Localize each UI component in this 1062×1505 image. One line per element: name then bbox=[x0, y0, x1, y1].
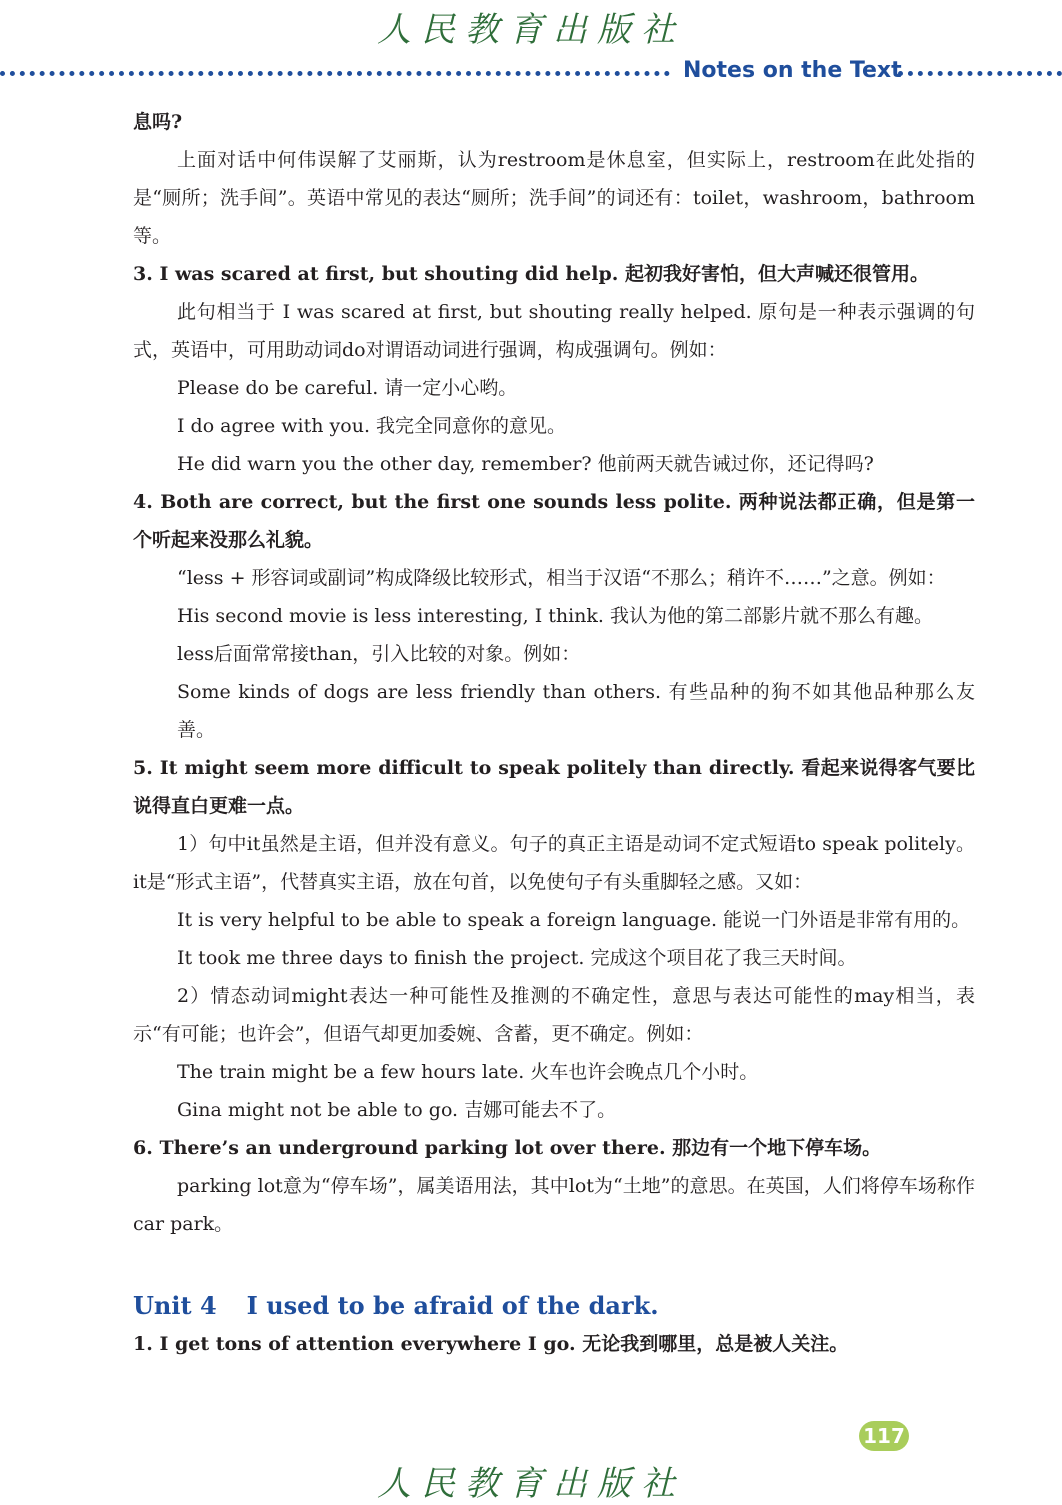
spacer bbox=[133, 1243, 975, 1287]
paragraph: parking lot意为“停车场”，属美语用法，其中lot为“土地”的意思。在英国，人们将停车场称作car park。 bbox=[133, 1175, 975, 1235]
continued-line: 息吗? bbox=[133, 111, 183, 133]
dotted-rule bbox=[0, 71, 670, 76]
example-sentence: The train might be a few hours late. 火车也许会晚点几个小时。 bbox=[177, 1061, 759, 1083]
paragraph: 此句相当于 I was scared at first, but shouting really helped. 原句是一种表示强调的句式，英语中，可用助动词do对谓语动词进行强调，构成强调句。例如： bbox=[133, 301, 975, 361]
page-body bbox=[133, 103, 975, 1363]
unit-heading bbox=[133, 1287, 975, 1325]
paragraph: “less + 形容词或副词”构成降级比较形式，相当于汉语“不那么；稍许不……”之意。例如： bbox=[177, 567, 946, 589]
paragraph: less后面常常接than，引入比较的对象。例如： bbox=[177, 643, 581, 665]
paragraph: 上面对话中何伟误解了艾丽斯，认为restroom是休息室，但实际上，restroom在此处指的是“厕所；洗手间”。英语中常见的表达“厕所；洗手间”的词还有：toilet，washroom，bathroom等。 bbox=[133, 149, 975, 247]
page-number-badge: 117 bbox=[859, 1421, 909, 1451]
unit-title: I used to be afraid of the dark. bbox=[246, 1291, 659, 1320]
example-sentence: It is very helpful to be able to speak a foreign language. 能说一门外语是非常有用的。 bbox=[177, 909, 971, 931]
note-title: 3. I was scared at first, but shouting did help. 起初我好害怕，但大声喊还很管用。 bbox=[133, 263, 929, 285]
example-sentence: His second movie is less interesting, I think. 我认为他的第二部影片就不那么有趣。 bbox=[177, 605, 934, 627]
section-title: Notes on the Text bbox=[683, 58, 902, 83]
unit-label: Unit 4 bbox=[133, 1291, 217, 1320]
paragraph: 1）句中it虽然是主语，但并没有意义。句子的真正主语是动词不定式短语to speak politely。it是“形式主语”，代替真实主语，放在句首，以免使句子有头重脚轻之感。又如： bbox=[133, 833, 975, 893]
dotted-rule bbox=[898, 71, 1062, 76]
note-title: 1. I get tons of attention everywhere I go. 无论我到哪里，总是被人关注。 bbox=[133, 1333, 849, 1355]
example-sentence: Some kinds of dogs are less friendly than others. 有些品种的狗不如其他品种那么友善。 bbox=[177, 681, 975, 741]
example-sentence: Please do be careful. 请一定小心哟。 bbox=[177, 377, 518, 399]
note-title: 6. There’s an underground parking lot over there. 那边有一个地下停车场。 bbox=[133, 1137, 882, 1159]
example-sentence: Gina might not be able to go. 吉娜可能去不了。 bbox=[177, 1099, 617, 1121]
note-title: 5. It might seem more difficult to speak politely than directly. 看起来说得客气要比说得直白更难一点。 bbox=[133, 757, 975, 817]
publisher-logo: 人民教育出版社 bbox=[377, 10, 685, 50]
example-sentence: He did warn you the other day, remember? 他前两天就告诫过你，还记得吗? bbox=[177, 453, 874, 475]
example-sentence: I do agree with you. 我完全同意你的意见。 bbox=[177, 415, 567, 437]
running-header bbox=[0, 58, 1062, 88]
example-sentence: It took me three days to finish the project. 完成这个项目花了我三天时间。 bbox=[177, 947, 857, 969]
paragraph: 2）情态动词might表达一种可能性及推测的不确定性，意思与表达可能性的may相当，表示“有可能；也许会”，但语气却更加委婉、含蓄，更不确定。例如： bbox=[133, 985, 975, 1045]
note-title: 4. Both are correct, but the first one sounds less polite. 两种说法都正确，但是第一个听起来没那么礼貌。 bbox=[133, 491, 975, 551]
publisher-logo: 人民教育出版社 bbox=[377, 1464, 685, 1504]
